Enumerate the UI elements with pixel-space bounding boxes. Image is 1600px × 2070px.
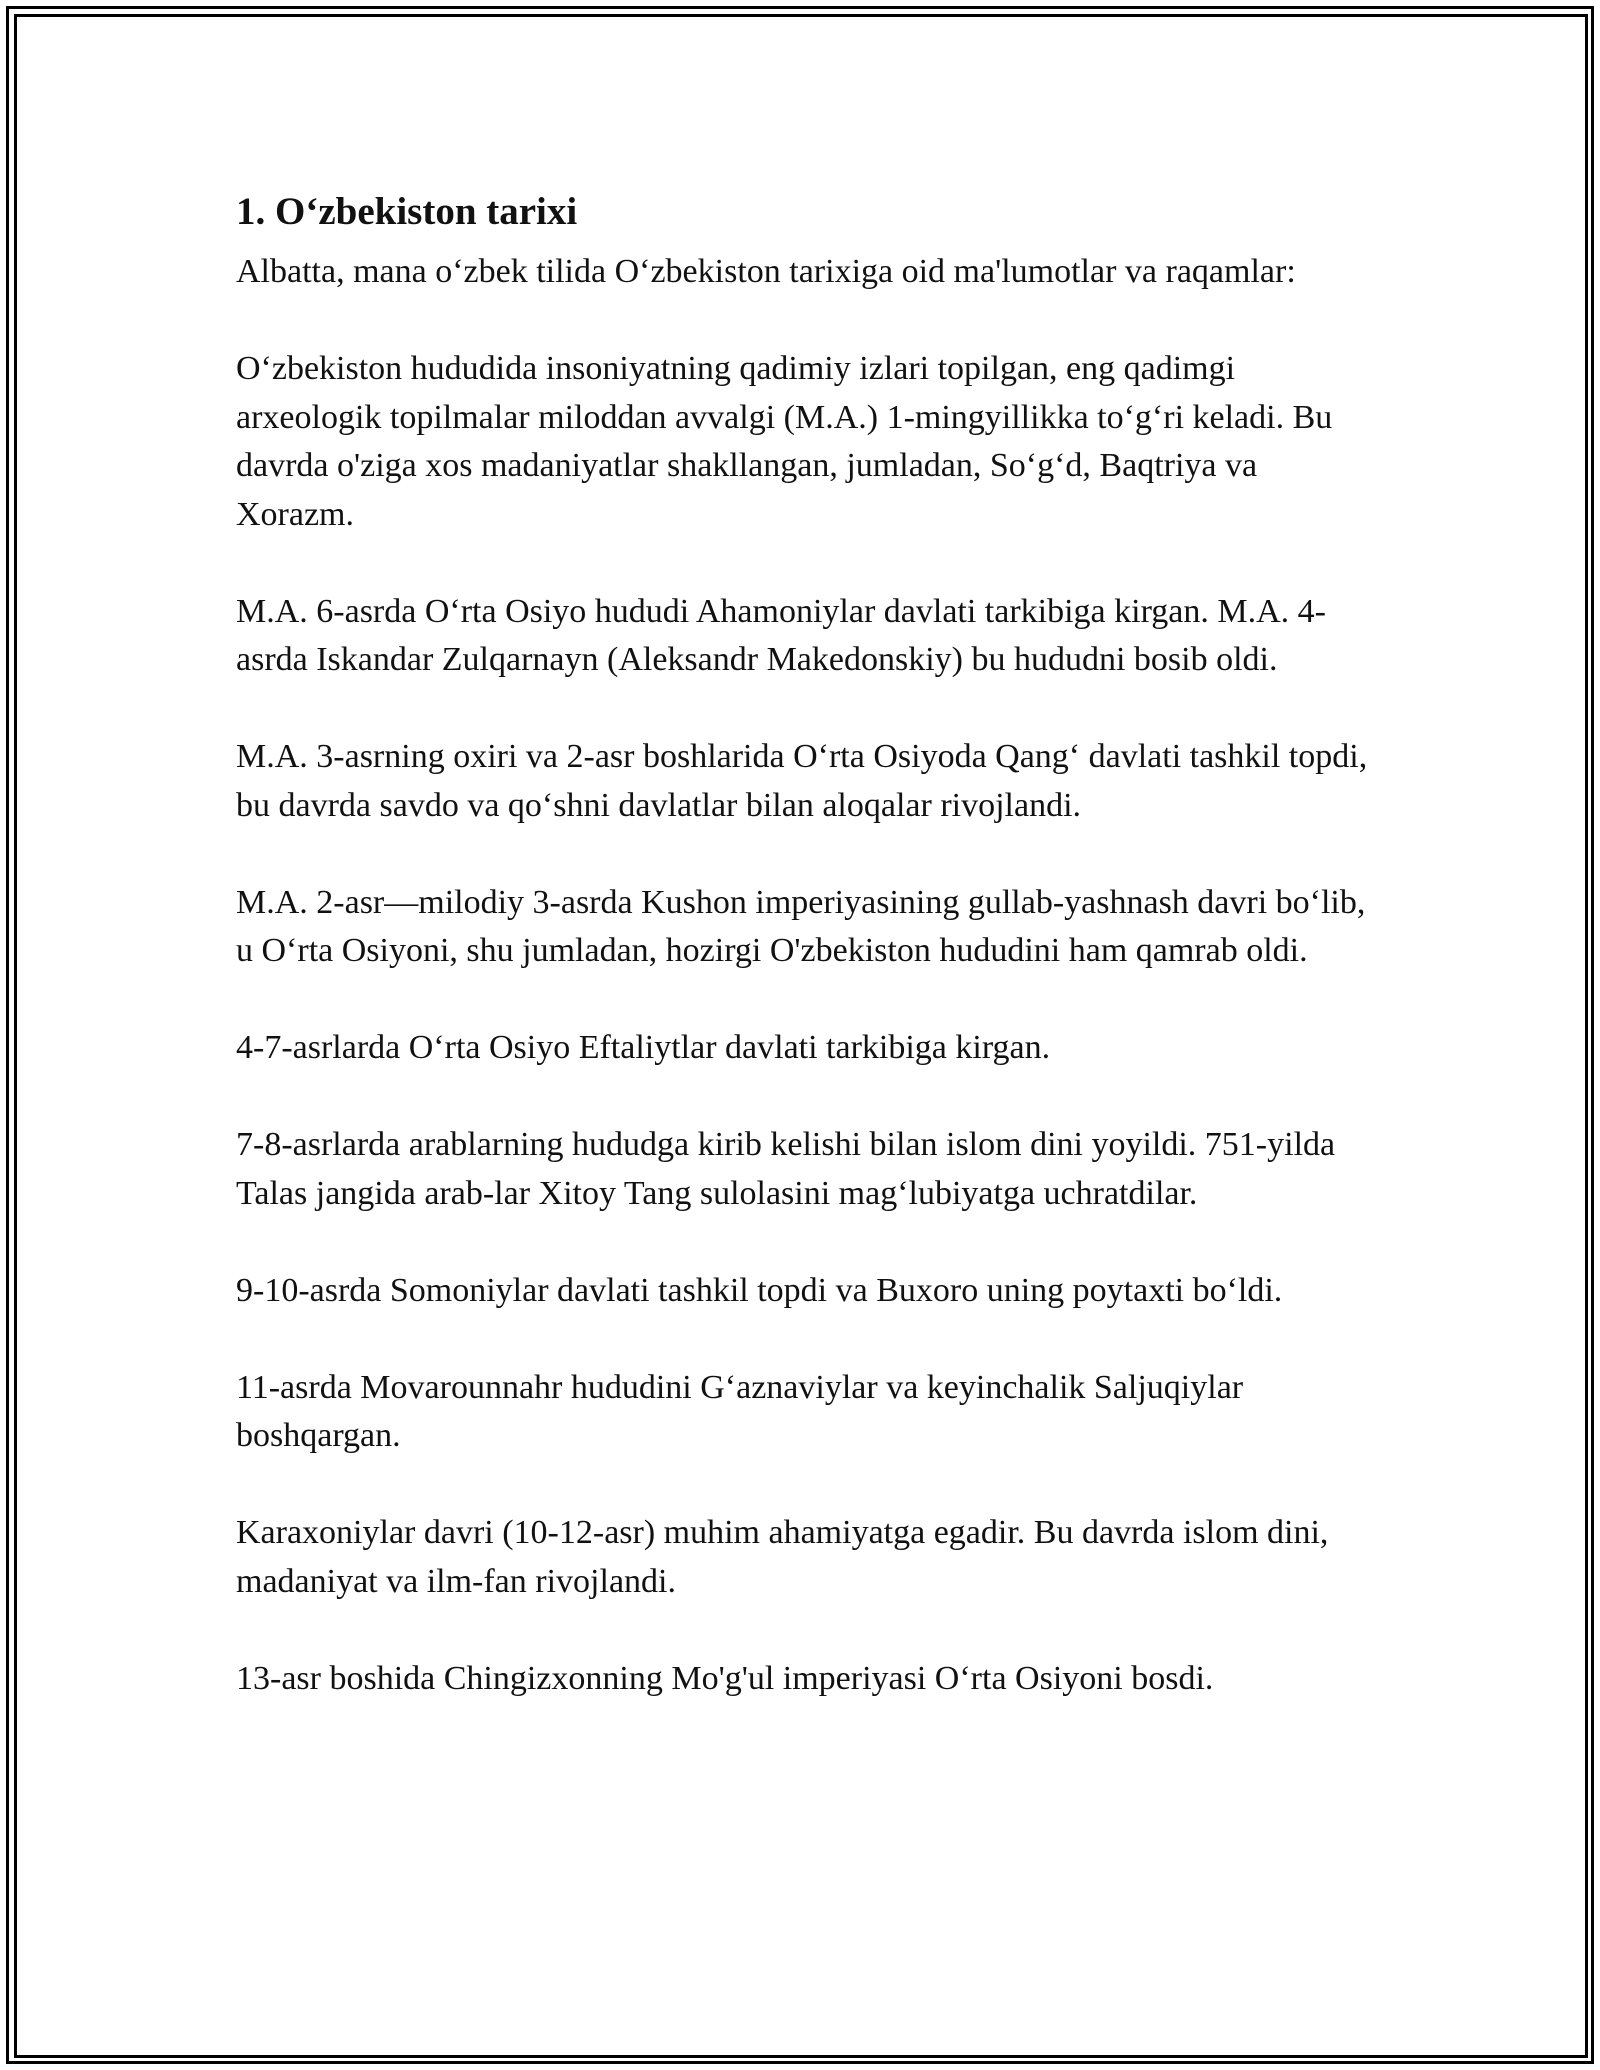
paragraph-karakhanids: Karaxoniylar davri (10-12-asr) muhim ahamiyatga egadir. Bu davrda islom dini, madaniyat va ilm-fan rivojlandi. xyxy=(236,1514,1329,1600)
paragraph-mongols: 13-asr boshida Chingizxonning Mo'g'ul imperiyasi O‘rta Osiyoni bosdi. xyxy=(236,1659,1214,1697)
paragraph-arab-conquest: 7-8-asrlarda arablarning hududga kirib kelishi bilan islom dini yoyildi. 751-yilda Talas jangida arab-lar Xitoy Tang sulolasini mag‘lubiyatga uchratdilar. xyxy=(236,1126,1336,1212)
paragraph-ghaznavids-seljuks: 11-asrda Movarounnahr hududini G‘aznaviylar va keyinchalik Saljuqiylar boshqargan. xyxy=(236,1368,1244,1454)
paragraph-kushan: M.A. 2-asr—milodiy 3-asrda Kushon imperiyasining gullab-yashnash davri bo‘lib, u O‘rta Osiyoni, shu jumladan, hozirgi O'zbekiston hududini ham qamrab oldi. xyxy=(236,883,1366,969)
paragraph-achaemenids-alexander: M.A. 6-asrda O‘rta Osiyo hududi Ahamoniylar davlati tarkibiga kirgan. M.A. 4-asrda Iskandar Zulqarnayn (Aleksandr Makedonskiy) bu hududni bosib oldi. xyxy=(236,592,1326,678)
document-title: 1. O‘zbekiston tarixi xyxy=(236,190,578,233)
paragraph-intro: Albatta, mana o‘zbek tilida O‘zbekiston tarixiga oid ma'lumotlar va raqamlar: xyxy=(236,253,1296,290)
paragraph-kangju: M.A. 3-asrning oxiri va 2-asr boshlarida O‘rta Osiyoda Qang‘ davlati tashkil topdi, bu davrda savdo va qo‘shni davlatlar bilan aloqalar rivojlandi. xyxy=(236,738,1368,824)
paragraph-hephthalites: 4-7-asrlarda O‘rta Osiyo Eftaliytlar davlati tarkibiga kirgan. xyxy=(236,1029,1051,1066)
paragraph-samanids: 9-10-asrda Somoniylar davlati tashkil topdi va Buxoro uning poytaxti bo‘ldi. xyxy=(236,1271,1283,1309)
paragraph-ancient-traces: O‘zbekiston hududida insoniyatning qadimiy izlari topilgan, eng qadimgi arxeologik topilmalar miloddan avvalgi (M.A.) 1-mingyillikka to‘g‘ri keladi. Bu davrda o'ziga xos madaniyatlar shakllangan, jumladan, So‘g‘d, Baqtriya va Xorazm. xyxy=(236,350,1333,533)
document-body xyxy=(236,184,1376,1752)
